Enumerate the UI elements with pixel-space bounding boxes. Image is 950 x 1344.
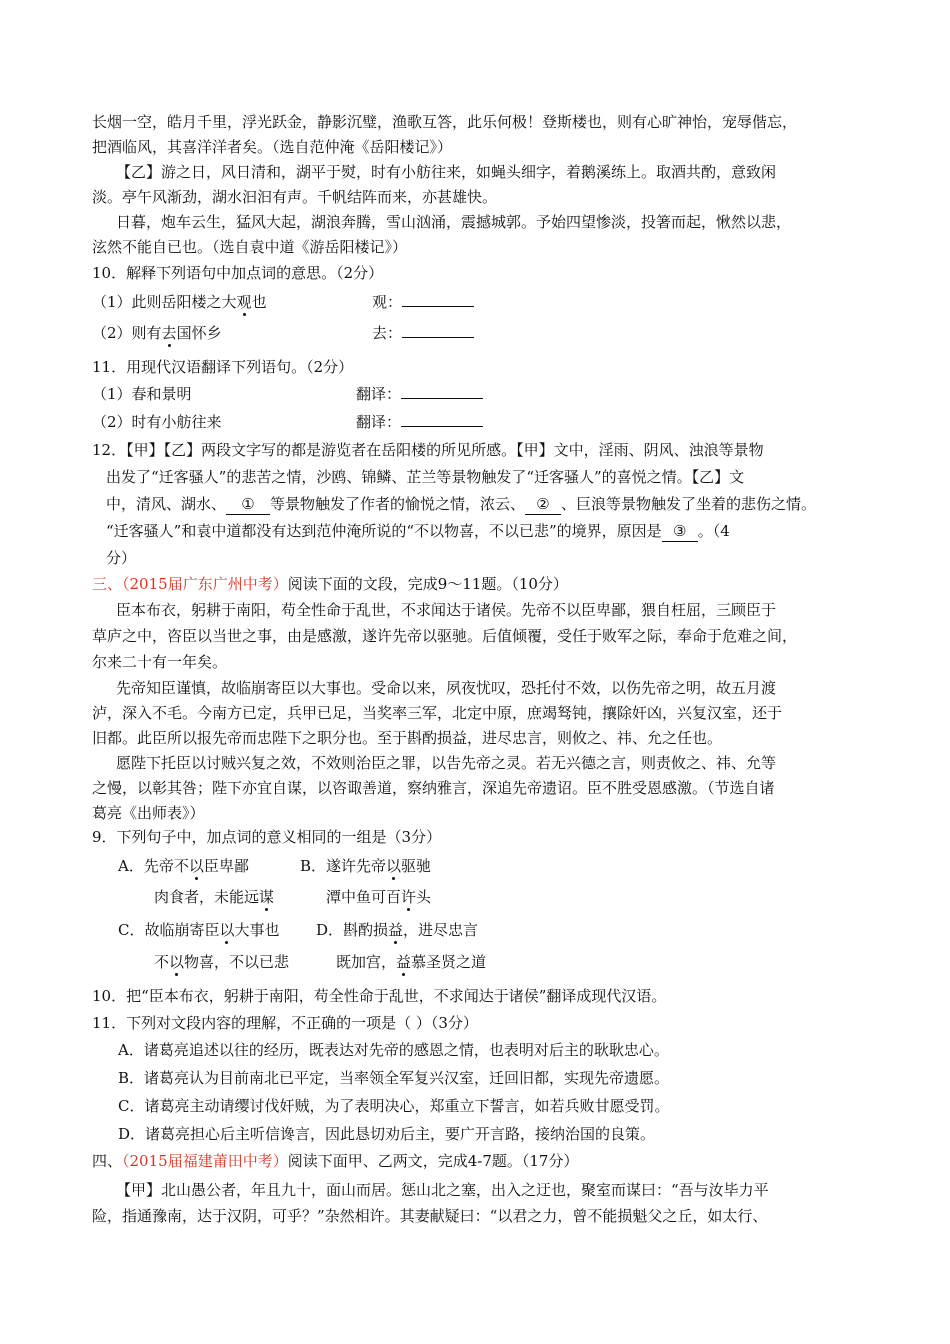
text-span: A．先帝不 <box>118 857 189 875</box>
passage-line: 葛亮《出师表》） <box>92 804 205 822</box>
dotted-char: 观 <box>236 293 252 311</box>
question-11-stem: 11．用现代汉语翻译下列语句。（2分） <box>92 358 354 376</box>
answer-field-qu[interactable] <box>372 323 474 343</box>
answer-label: 翻译： <box>356 385 402 403</box>
passage-line: 尔来二十有一年矣。 <box>92 653 228 671</box>
option-D-line-1[interactable] <box>316 920 478 940</box>
text-span: 大事也 <box>234 921 280 939</box>
text-span: 肉食者，未能远 <box>154 888 260 906</box>
dotted-char: 去 <box>161 324 177 342</box>
dotted-char: 以 <box>188 857 204 875</box>
passage-line: 草庐之中，咨臣以当世之事，由是感激，遂许先帝以驱驰。后值倾覆，受任于败军之际，奉命于危难之间， <box>92 627 798 645</box>
passage-line: 旧都。此臣所以报先帝而忠陛下之职分也。至于斟酌损益，进尽忠言，则攸之、祎、允之任也。 <box>92 729 723 747</box>
option-A-line-1[interactable] <box>118 856 249 876</box>
question-10-item-2 <box>92 323 222 343</box>
text-span: 慕圣贤之道 <box>411 953 487 971</box>
question-12-line: 出发了“迁客骚人”的悲苦之情，沙鸥、锦鳞、芷兰等景物触发了“迁客骚人”的喜悦之情。【乙】文 <box>106 468 745 486</box>
text-span: “迁客骚人”和袁中道都没有达到范仲淹所说的“不以物喜，不以已悲”的境界，原因是 <box>106 522 662 540</box>
option-D[interactable]: D．诸葛亮担心后主听信谗言，因此恳切劝后主，要广开言路，接纳治国的良策。 <box>118 1125 656 1143</box>
text-span: 也 <box>251 293 267 311</box>
section-3-heading <box>92 574 568 594</box>
dotted-char: 益 <box>396 953 412 971</box>
text-span: 不 <box>154 953 170 971</box>
text-span: 潭中鱼可百 <box>326 888 402 906</box>
text-line: 泫然不能自已也。（选自袁中道《游岳阳楼记》） <box>92 238 408 256</box>
passage-line: 之慢，以彰其咎；陛下亦宜自谋，以咨诹善道，察纳雅言，深追先帝遗诏。臣不胜受恩感激。（节选自诸 <box>92 779 775 797</box>
dotted-char: 许 <box>401 888 417 906</box>
translation-field-2[interactable] <box>356 412 483 432</box>
section-source: （2015届福建莆田中考） <box>122 1152 288 1170</box>
text-span: （1）此则岳阳楼之大 <box>92 293 237 311</box>
question-12-line: 分） <box>106 549 137 567</box>
question-10b-stem: 10．把“臣本布衣，躬耕于南阳，苟全性命于乱世，不求闻达于诸侯”翻译成现代汉语。 <box>92 987 667 1005</box>
text-span: 国怀乡 <box>176 324 222 342</box>
text-span: 等景物触发了作者的愉悦之情，浓云、 <box>270 495 526 513</box>
text-span: 中，清风、湖水、 <box>106 495 227 513</box>
text-line: 日暮，炮车云生，猛风大起，湖浪奔腾，雪山汹涌，震撼城郭。予始四望惨淡，投箸而起，愀然以悲， <box>116 213 792 231</box>
answer-field-guan[interactable] <box>372 292 474 312</box>
answer-blank[interactable] <box>401 426 483 427</box>
section-4-heading <box>92 1151 578 1171</box>
dotted-char: 以 <box>386 857 402 875</box>
section-number: 三、 <box>92 575 123 593</box>
option-A-line-2 <box>154 887 274 907</box>
option-C-line-2 <box>154 952 289 972</box>
translation-field-1[interactable] <box>356 384 483 404</box>
text-span: ，进尽忠言 <box>403 921 479 939</box>
passage-line: 先帝知臣谨慎，故临崩寄臣以大事也。受命以来，夙夜忧叹，恐托付不效，以伤先帝之明，故五月渡 <box>116 679 777 697</box>
answer-blank[interactable] <box>402 306 474 307</box>
answer-label: 观： <box>372 293 403 311</box>
option-B[interactable]: B．诸葛亮认为目前南北已平定，当率领全军复兴汉室，迁回旧都，实现先帝遗愿。 <box>118 1069 670 1087</box>
section-instruction: 阅读下面的文段，完成9～11题。（10分） <box>287 575 568 593</box>
answer-blank[interactable] <box>402 337 474 338</box>
dotted-char: 以 <box>169 953 185 971</box>
passage-line: 臣本布衣，躬耕于南阳，苟全性命于乱世，不求闻达于诸侯。先帝不以臣卑鄙，猥自枉屈，三顾臣于 <box>116 601 777 619</box>
answer-label: 去： <box>372 324 403 342</box>
text-span: 驱驰 <box>401 857 432 875</box>
question-11-item-1: （1）春和景明 <box>92 385 192 403</box>
question-12-line: 12．【甲】【乙】两段文字写的都是游览者在岳阳楼的所见所感。【甲】文中，淫雨、阴风、浊浪等景物 <box>92 441 764 459</box>
text-span: 。（4 <box>697 522 730 540</box>
text-span: 头 <box>416 888 432 906</box>
text-span: B．遂许先帝 <box>300 857 387 875</box>
text-line: 把酒临风，其喜洋洋者矣。（选自范仲淹《岳阳楼记》） <box>92 138 453 156</box>
option-C[interactable]: C．诸葛亮主动请缨讨伐奸贼，为了表明决心，郑重立下誓言，如若兵败甘愿受罚。 <box>118 1097 670 1115</box>
blank-2[interactable]: ② <box>525 494 561 515</box>
question-11b-stem: 11．下列对文段内容的理解，不正确的一项是（ ）（3分） <box>92 1014 478 1032</box>
option-C-line-1[interactable] <box>118 920 280 940</box>
question-10-stem: 10．解释下列语句中加点词的意思。（2分） <box>92 264 384 282</box>
option-D-line-2 <box>336 952 486 972</box>
section-instruction: 阅读下面甲、乙两文，完成4-7题。（17分） <box>287 1152 579 1170</box>
text-span: C．故临崩寄臣 <box>118 921 220 939</box>
question-9-stem: 9．下列句子中，加点词的意义相同的一组是（3分） <box>92 828 442 846</box>
answer-blank[interactable] <box>401 398 483 399</box>
passage-line: 【甲】北山愚公者，年且九十，面山而居。惩山北之塞，出入之迂也，聚室而谋曰：“吾与汝毕力平 <box>116 1181 769 1199</box>
section-source: （2015届广东广州中考） <box>122 575 288 593</box>
option-B-line-2 <box>326 887 431 907</box>
text-span: D．斟酌损 <box>316 921 389 939</box>
passage-line: 险，指通豫南，达于汉阴，可乎？”杂然相许。其妻献疑曰：“以君之力，曾不能损魁父之丘，如太行、 <box>92 1207 768 1225</box>
passage-line: 愿陛下托臣以讨贼兴复之效，不效则治臣之罪，以告先帝之灵。若无兴德之言，则责攸之、祎、允等 <box>116 754 777 772</box>
dotted-char: 谋 <box>259 888 275 906</box>
answer-label: 翻译： <box>356 413 402 431</box>
section-number: 四、 <box>92 1152 123 1170</box>
text-line: 【乙】游之日，风日清和，湖平于熨，时有小舫往来，如蝇头细字，着鹅溪练上。取酒共酌，意致闲 <box>116 163 777 181</box>
text-span: （2）则有 <box>92 324 162 342</box>
question-10-item-1 <box>92 292 267 312</box>
question-11-item-2: （2）时有小舫往来 <box>92 413 222 431</box>
text-line: 长烟一空，皓月千里，浮光跃金，静影沉璧，渔歌互答，此乐何极！登斯楼也，则有心旷神怡，宠辱偕忘， <box>92 113 798 131</box>
text-span: 臣卑鄙 <box>203 857 249 875</box>
option-A[interactable]: A．诸葛亮追述以往的经历，既表达对先帝的感恩之情，也表明对后主的耿耿忠心。 <box>118 1041 669 1059</box>
text-span: 既加宫， <box>336 953 397 971</box>
option-B-line-1[interactable] <box>300 856 431 876</box>
dotted-char: 以 <box>219 921 235 939</box>
question-12-line <box>106 494 816 515</box>
blank-3[interactable]: ③ <box>662 521 698 542</box>
text-span: 物喜，不以已悲 <box>184 953 290 971</box>
question-12-line <box>106 521 730 542</box>
passage-line: 泸，深入不毛。今南方已定，兵甲已足，当奖率三军，北定中原，庶竭驽钝，攘除奸凶，兴复汉室，还于 <box>92 704 783 722</box>
text-span: 、巨浪等景物触发了坐着的悲伤之情。 <box>561 495 817 513</box>
text-line: 淡。亭午风渐劲，湖水汩汩有声。千帆结阵而来，亦甚雄快。 <box>92 188 498 206</box>
dotted-char: 益 <box>388 921 404 939</box>
blank-1[interactable]: ① <box>226 494 270 515</box>
